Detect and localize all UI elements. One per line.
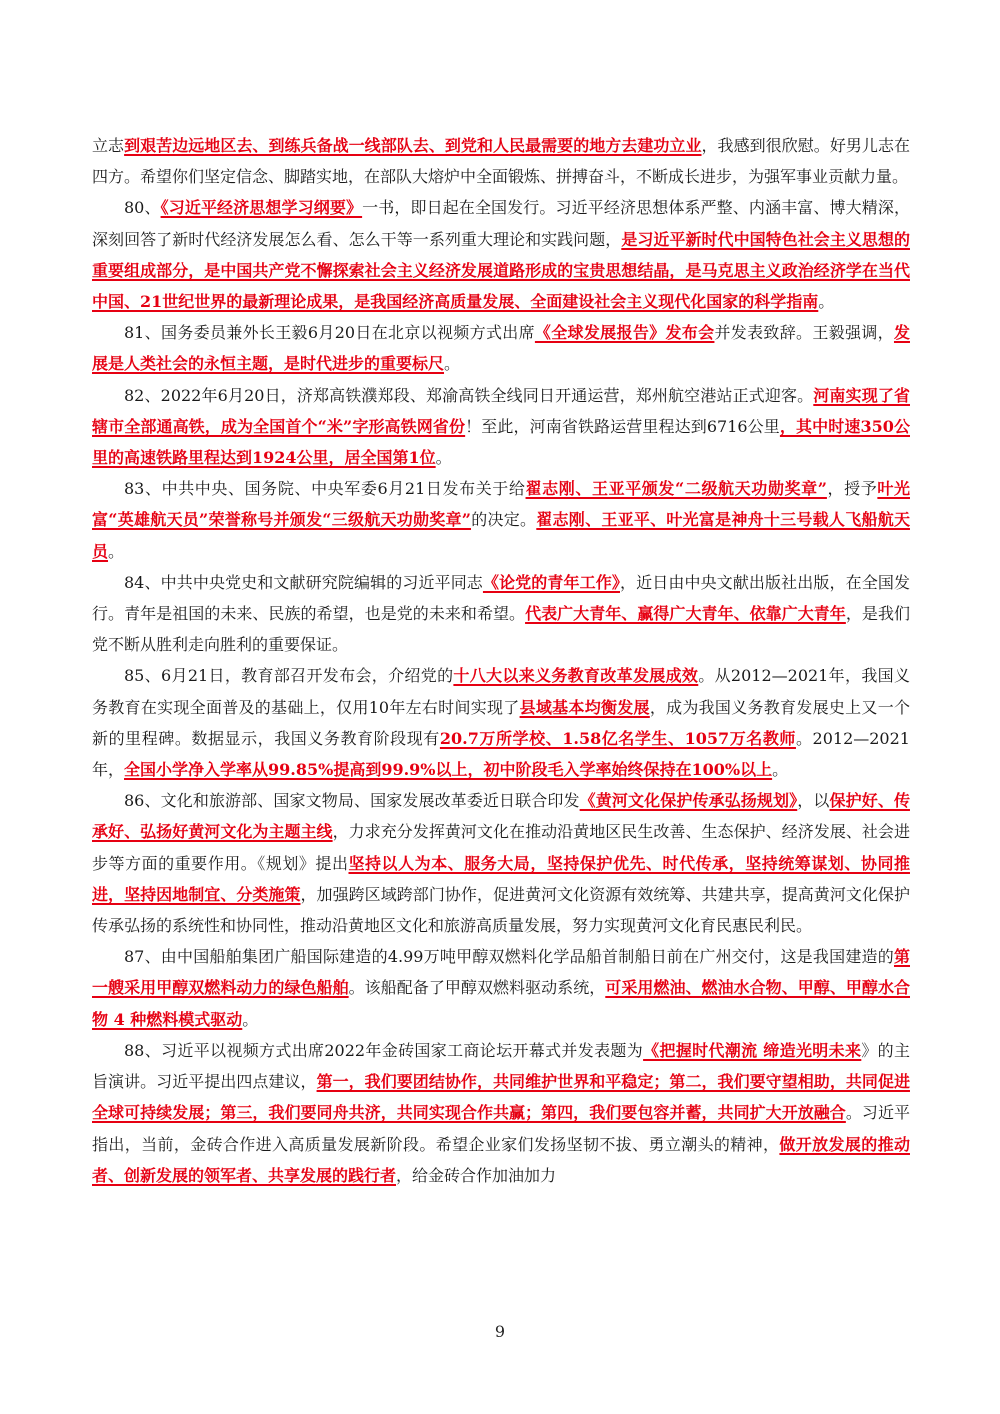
body-text: 一书，即日起在全国发行。习近平经济思想体系严整、内涵丰富、博大精深，深刻回答了新时代经济发展怎么看、怎么干等一系列重大理论和实践问题，	[92, 198, 910, 249]
paragraph	[92, 192, 910, 317]
body-text: ，力求充分发挥黄河文化在推动沿黄地区民生改善、生态保护、经济发展、社会进步等方面的重要作用。《规划》提出	[92, 822, 910, 873]
body-text: 88、习近平以视频方式出席2022年金砖国家工商论坛开幕式并发表题为	[124, 1040, 644, 1060]
highlighted-text: 第一，我们要团结协作，共同维护世界和平稳定；第二，我们要守望相助，共同促进全球可持续发展；第三，我们要同舟共济，共同实现合作共赢；第四，我们要包容并蓄，共同扩大开放融合	[92, 1072, 910, 1123]
body-text: 。	[108, 541, 125, 561]
highlighted-text: 《黄河文化保护传承弘扬规划》	[579, 791, 798, 811]
page-number: 9	[494, 1322, 506, 1341]
highlighted-text: 到艰苦边远地区去、到练兵备战一线部队去、到党和人民最需要的地方去建功立业	[124, 136, 702, 155]
body-text: ，以	[797, 791, 830, 811]
body-text: 。	[818, 292, 835, 312]
highlighted-text: 做开放发展的推动者、创新发展的领军者、共享发展的践行者	[92, 1134, 910, 1185]
highlighted-text: 代表广大青年、赢得广大青年、依靠广大青年	[525, 604, 846, 624]
body-text: 。	[444, 354, 461, 374]
highlighted-text: 全国小学净入学率从99.85%提高到99.9%以上，初中阶段毛入学率始终保持在100%以上	[124, 760, 773, 780]
paragraph	[92, 785, 910, 941]
paragraph	[92, 380, 910, 474]
highlighted-text: 翟志刚、王亚平颁发“二级航天功勋奖章”	[525, 479, 827, 499]
body-text: 立志	[92, 136, 125, 155]
body-text: 80、	[124, 198, 161, 218]
body-text: ，我感到很欣慰。好男儿志在四方。希望你们坚定信念、脚踏实地，在部队大熔炉中全面锻炼、拼搏奋斗，不断成长进步，为强军事业贡献力量。	[92, 136, 910, 187]
paragraph	[92, 473, 910, 567]
highlighted-text: 《全球发展报告》发布会	[534, 323, 715, 343]
body-text: ，授予	[826, 479, 878, 499]
body-text: 的决定。	[471, 510, 537, 530]
body-text: 》的主旨演讲。习近平提出四点建议，	[92, 1040, 910, 1092]
body-text: ，是我们党不断从胜利走向胜利的重要保证。	[92, 604, 910, 655]
highlighted-text: 是习近平新时代中国特色社会主义思想的重要组成部分，是中国共产党不懈探索社会主义经济发展道路形成的宝贵思想结晶，是马克思主义政治经济学在当代中国、21世纪世界的最新理论成果，是我国经济高质量发展、全面建设社会主义现代化国家的科学指南	[92, 229, 910, 312]
body-text: 。	[242, 1009, 259, 1029]
paragraph	[92, 317, 910, 379]
paragraph	[92, 1035, 910, 1191]
body-text: 84、中共中央党史和文献研究院编辑的习近平同志	[124, 572, 483, 592]
body-text: 并发表致辞。王毅强调，	[714, 323, 894, 343]
highlighted-text: ，其中时速350公里的高速铁路里程达到1924公里，居全国第1位	[92, 416, 910, 468]
body-text: ，给金砖合作加油加力	[396, 1165, 557, 1185]
paragraph	[92, 941, 910, 1035]
body-text: 87、由中国船舶集团广船国际建造的4.99万吨甲醇双燃料化学品船首制船日前在广州交付，这是我国建造的	[124, 947, 894, 967]
highlighted-text: 十八大以来义务教育改革发展成效	[453, 666, 699, 686]
body-text: 。	[772, 760, 789, 780]
body-text: ，加强跨区域跨部门协作，促进黄河文化资源有效统筹、共建共享，提高黄河文化保护传承弘扬的系统性和协同性，推动沿黄地区文化和旅游高质量发展，努力实现黄河文化育民惠民利民。	[92, 884, 910, 936]
highlighted-text: 可采用燃油、燃油水合物、甲醇、甲醇水合物 4 种燃料模式驱动	[92, 978, 910, 1029]
highlighted-text: 发展是人类社会的永恒主题，是时代进步的重要标尺	[92, 323, 910, 374]
body-text: 。	[435, 448, 452, 468]
highlighted-text: 翟志刚、王亚平、叶光富是神舟十三号载人飞船航天员	[92, 510, 910, 561]
highlighted-text: 20.7万所学校、1.58亿名学生、1057万名教师	[439, 728, 796, 748]
body-text: 。习近平指出，当前，金砖合作进入高质量发展新阶段。希望企业家们发扬坚韧不拔、勇立潮头的精神，	[92, 1103, 910, 1154]
body-text: ，成为我国义务教育发展史上又一个新的里程碑。数据显示，我国义务教育阶段现有	[92, 697, 910, 748]
paragraph	[92, 567, 910, 661]
body-text: 。该船配备了甲醇双燃料驱动系统，	[348, 978, 606, 998]
body-text: ，近日由中央文献出版社出版，在全国发行。青年是祖国的未来、民族的希望，也是党的未来和希望。	[92, 572, 910, 624]
highlighted-text: 第一艘采用甲醇双燃料动力的绿色船舶	[92, 947, 910, 998]
paragraph	[92, 130, 910, 192]
highlighted-text: 叶光富“英雄航天员”荣誉称号并颁发“三级航天功勋奖章”	[92, 479, 910, 530]
body-text: ！至此，河南省铁路运营里程达到6716公里	[465, 416, 780, 436]
body-text: 。2012—2021年，	[92, 728, 910, 780]
document-body	[92, 130, 910, 1191]
paragraph	[92, 660, 910, 785]
highlighted-text: 保护好、传承好、弘扬好黄河文化为主题主线	[92, 791, 910, 842]
body-text: 85、6月21日，教育部召开发布会，介绍党的	[124, 666, 454, 686]
highlighted-text: 河南实现了省辖市全部通高铁，成为全国首个“米”字形高铁网省份	[92, 385, 910, 436]
body-text: 81、国务委员兼外长王毅6月20日在北京以视频方式出席	[124, 323, 535, 343]
body-text: 83、中共中央、国务院、中央军委6月21日发布关于给	[124, 479, 526, 499]
highlighted-text: 县域基本均衡发展	[519, 697, 650, 717]
highlighted-text: 坚持以人为本、服务大局，坚持保护优先、时代传承，坚持统筹谋划、协同推进，坚持因地制宜、分类施策	[92, 853, 910, 904]
highlighted-text: 《习近平经济思想学习纲要》	[160, 198, 363, 218]
highlighted-text: 《把握时代潮流 缔造光明未来	[643, 1040, 862, 1060]
body-text: 82、2022年6月20日，济郑高铁濮郑段、郑渝高铁全线同日开通运营，郑州航空港站正式迎客。	[124, 385, 814, 405]
body-text: 。从2012—2021年，我国义务教育在实现全面普及的基础上，仅用10年左右时间实现了	[92, 666, 910, 717]
highlighted-text: 《论党的青年工作》	[482, 572, 620, 592]
body-text: 86、文化和旅游部、国家文物局、国家发展改革委近日联合印发	[124, 791, 580, 811]
